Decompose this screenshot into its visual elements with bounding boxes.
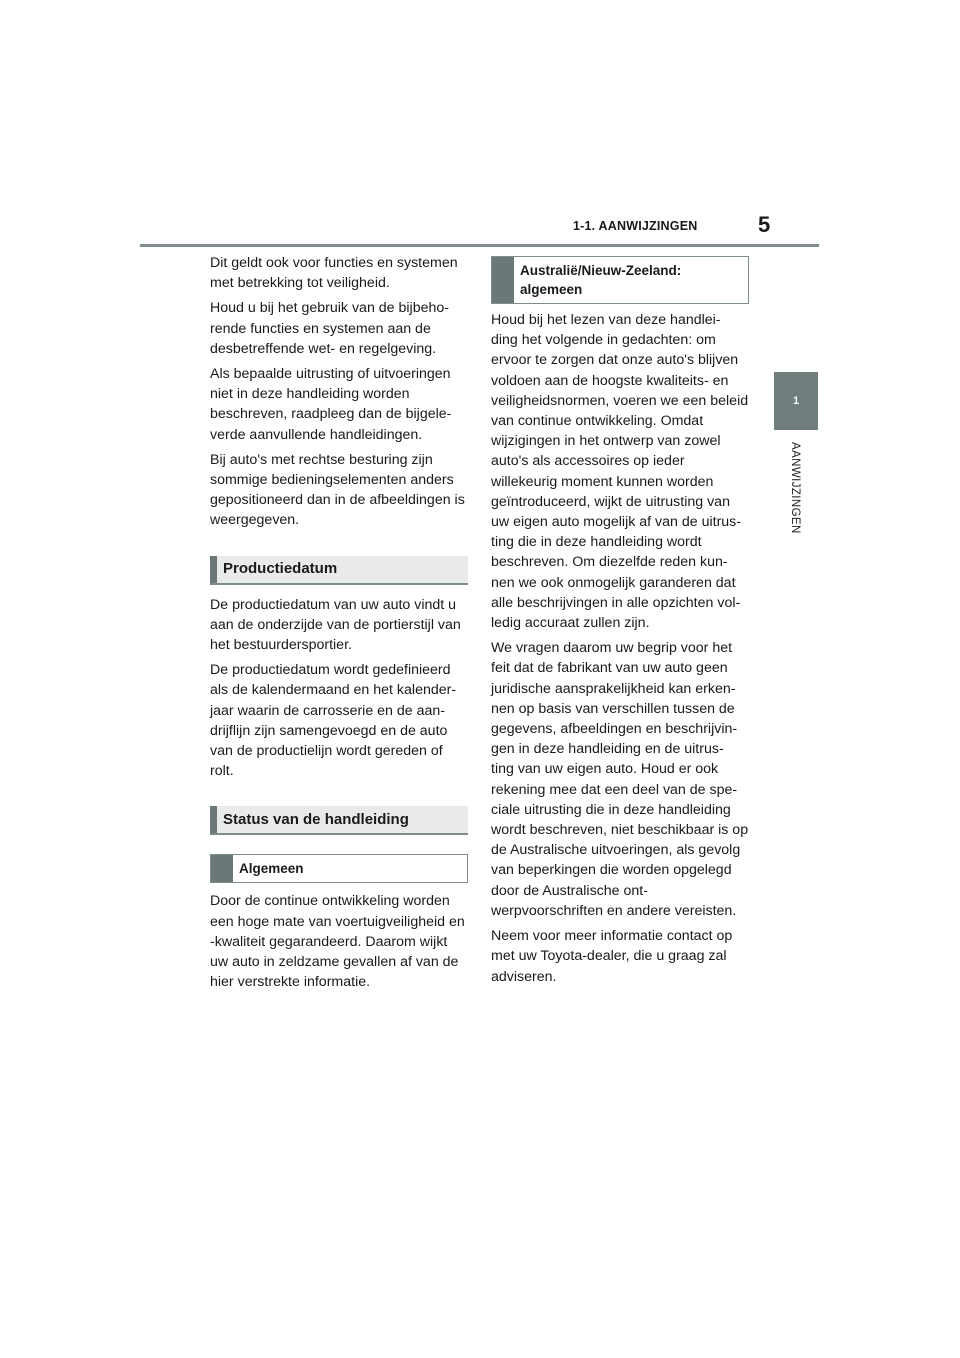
- paragraph: Houd u bij het gebruik van de bijbeho- rende functies en systemen aan de desbetreffende wet- en regelgeving.: [210, 300, 449, 357]
- paragraph: De productiedatum van uw auto vindt u aan de onderzijde van de portierstijl van het bestuurdersportier.: [210, 596, 461, 654]
- paragraph: Bij auto's met rechtse besturing zijn sommige bedieningselementen anders gepositioneerd dan in de afbeeldingen is weergegeven.: [210, 451, 465, 529]
- left-column: [210, 253, 468, 997]
- section-heading-text: Status van de handleiding: [223, 810, 409, 828]
- subheading-australia: [491, 256, 749, 304]
- paragraph: Door de continue ontwikkeling worden een hoge mate van voertuigveiligheid en -kwaliteit gegarandeerd. Daarom wijkt uw auto in zeldzame gevallen af van de hier verstrekte informatie.: [210, 893, 465, 991]
- page-number: 5: [758, 212, 771, 237]
- heading-accent-bar: [210, 806, 217, 833]
- paragraph: We vragen daarom uw begrip voor het feit dat de fabrikant van uw auto geen juridische aansprakelijkheid kan erken- nen op basis van verschillen tussen de gegevens, afbeeldingen en beschrijvin- gen in deze handleiding en de uitrus- ting van uw eigen auto. Houd er ook rekening mee dat een deel van de spe- ciale uitrusting die in deze handleiding wordt beschreven, niet beschikbaar is op de Australische uitvoeringen, als gevolg van beperkingen die worden opgelegd door de Australische ont- werpvoorschriften en andere vereisten.: [491, 640, 749, 919]
- running-header: 1-1. AANWIJZINGEN: [573, 219, 698, 233]
- header-rule: [140, 244, 819, 247]
- subheading-algemeen: [210, 854, 468, 883]
- paragraph: De productiedatum wordt gedefinieerd als de kalendermaand en het kalender- jaar waarin de carrosserie en de aan- drijflijn zijn samengevoegd en de auto van de productielijn wordt gereden of rolt.: [210, 662, 457, 780]
- subheading-text: Algemeen: [239, 861, 304, 877]
- subheading-text: Australië/Nieuw-Zeeland: algemeen: [520, 263, 682, 297]
- chapter-label: AANWIJZINGEN: [789, 442, 801, 534]
- section-heading-status: [210, 806, 468, 835]
- paragraph: Houd bij het lezen van deze handlei- ding het volgende in gedachten: om ervoor te zorgen dat onze auto's blijven voldoen aan de hoogste kwaliteits- en veiligheidsnormen, voeren we een beleid van continue ontwikkeling. Omdat wijzigingen in het ontwerp van zowel auto's als accessoires op ieder willekeurig moment kunnen worden geïntroduceerd, wijkt de uitrusting van uw eigen auto mogelijk af van de uitrus- ting die in deze handleiding wordt beschreven. Om diezelfde reden kun- nen we ook onmogelijk garanderen dat alle beschrijvingen in alle opzichten vol- ledig accuraat zullen zijn.: [491, 312, 749, 632]
- subheading-accent-block: [492, 257, 514, 303]
- right-column: [491, 310, 749, 992]
- paragraph: Neem voor meer informatie contact op met uw Toyota-dealer, die u graag zal adviseren.: [491, 928, 733, 985]
- section-heading-productiedatum: [210, 556, 468, 585]
- chapter-number: 1: [792, 395, 800, 407]
- paragraph: Als bepaalde uitrusting of uitvoeringen niet in deze handleiding worden beschreven, raadpleeg dan de bijgele- verde aanvullende handleidingen.: [210, 366, 452, 443]
- chapter-tab: [774, 372, 818, 430]
- heading-accent-bar: [210, 556, 217, 583]
- subheading-accent-block: [211, 855, 233, 882]
- section-heading-text: Productiedatum: [223, 560, 338, 578]
- paragraph: Dit geldt ook voor functies en systemen met betrekking tot veiligheid.: [210, 255, 458, 292]
